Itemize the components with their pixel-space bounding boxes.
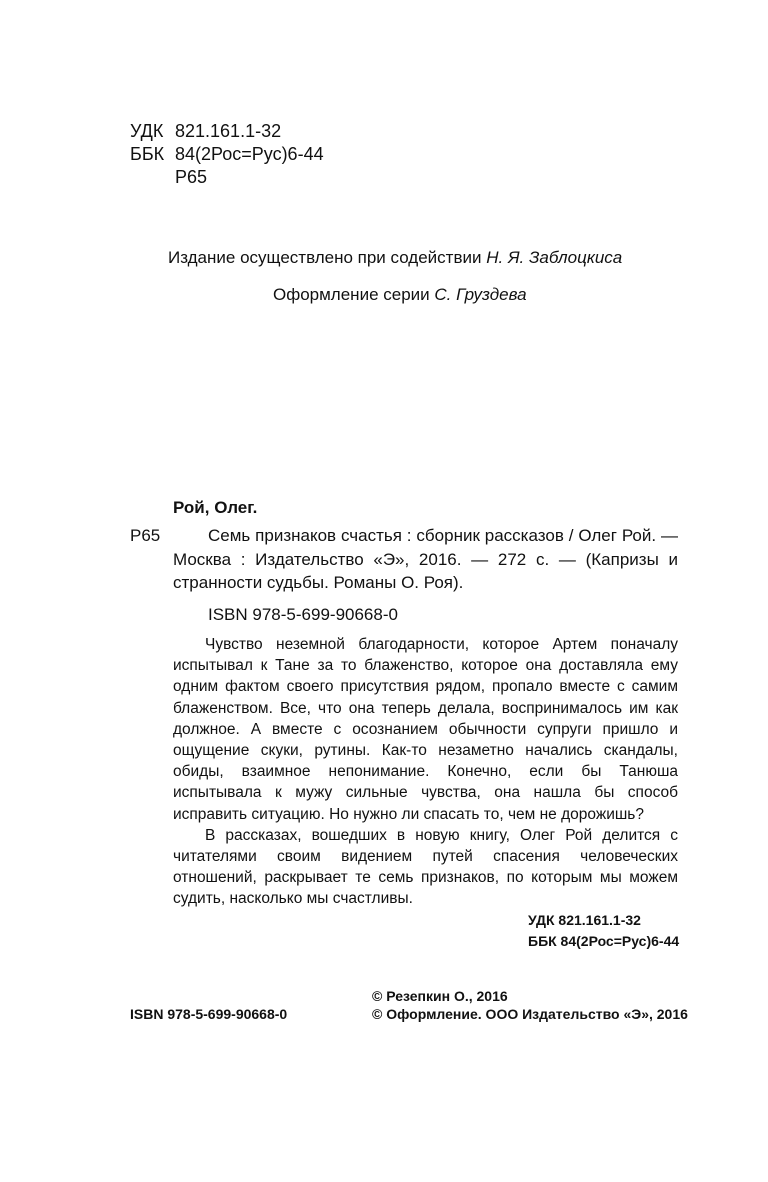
- bibliographic-record: Семь признаков счастья : сборник рассказов / Олег Рой. — Москва : Издательство «Э», 2016. — 272 с. — (Капризы и странности судьбы. Романы О. Роя).: [173, 526, 678, 592]
- copyright-design: © Оформление. ООО Издательство «Э», 2016: [372, 1006, 688, 1022]
- series-design-prefix: Оформление серии: [273, 285, 430, 304]
- abstract-paragraph: Чувство неземной благодарности, которое Артем поначалу испытывал к Тане за то блаженство, которое она доставляла ему одним фактом своего присутствия рядом, пропало вместе с самим блаженством. Все, что она теперь делала, воспринималось им как должное. А вместе с осознанием обычности супруги пришло и ощущение скуки, рутины. Как-то незаметно начались скандалы, обиды, взаимное непонимание. Конечно, если бы Танюша испытывала к мужу сильные чувства, она нашла бы способ исправить ситуацию. Но нужно ли спасать то, чем не дорожишь?: [173, 636, 678, 823]
- abstract-paragraph: В рассказах, вошедших в новую книгу, Олег Рой делится с читателями своим видением путей спасения человеческих отношений, раскрывает те семь признаков, по которым мы можем судить, насколько мы счастливы.: [173, 826, 678, 908]
- edition-credit-prefix: Издание осуществлено при содействии: [168, 248, 482, 267]
- udk-value: 821.161.1-32: [175, 121, 282, 141]
- udk-row: [130, 120, 430, 142]
- card-author: Рой, Олег.: [173, 498, 258, 517]
- card-bbk: ББК 84(2Рос=Рус)6-44: [528, 933, 680, 949]
- author-mark-row: [130, 166, 430, 188]
- classification-block: [130, 120, 430, 190]
- card-author-mark: Р65: [130, 526, 161, 545]
- edition-credit-person: Н. Я. Заблоцкиса: [486, 248, 623, 267]
- card-udk: УДК 821.161.1-32: [528, 912, 641, 928]
- copyright-author: © Резепкин О., 2016: [372, 988, 508, 1004]
- footer-isbn: ISBN 978-5-699-90668-0: [130, 1006, 288, 1022]
- bbk-code: ББК: [130, 144, 165, 164]
- series-design-person: С. Груздева: [434, 285, 527, 304]
- udk-code: УДК: [130, 121, 164, 141]
- author-mark: Р65: [175, 167, 208, 187]
- bbk-row: [130, 143, 430, 165]
- bbk-value: 84(2Рос=Рус)6-44: [175, 144, 324, 164]
- card-isbn: ISBN 978-5-699-90668-0: [208, 605, 398, 624]
- book-abstract: [173, 634, 678, 910]
